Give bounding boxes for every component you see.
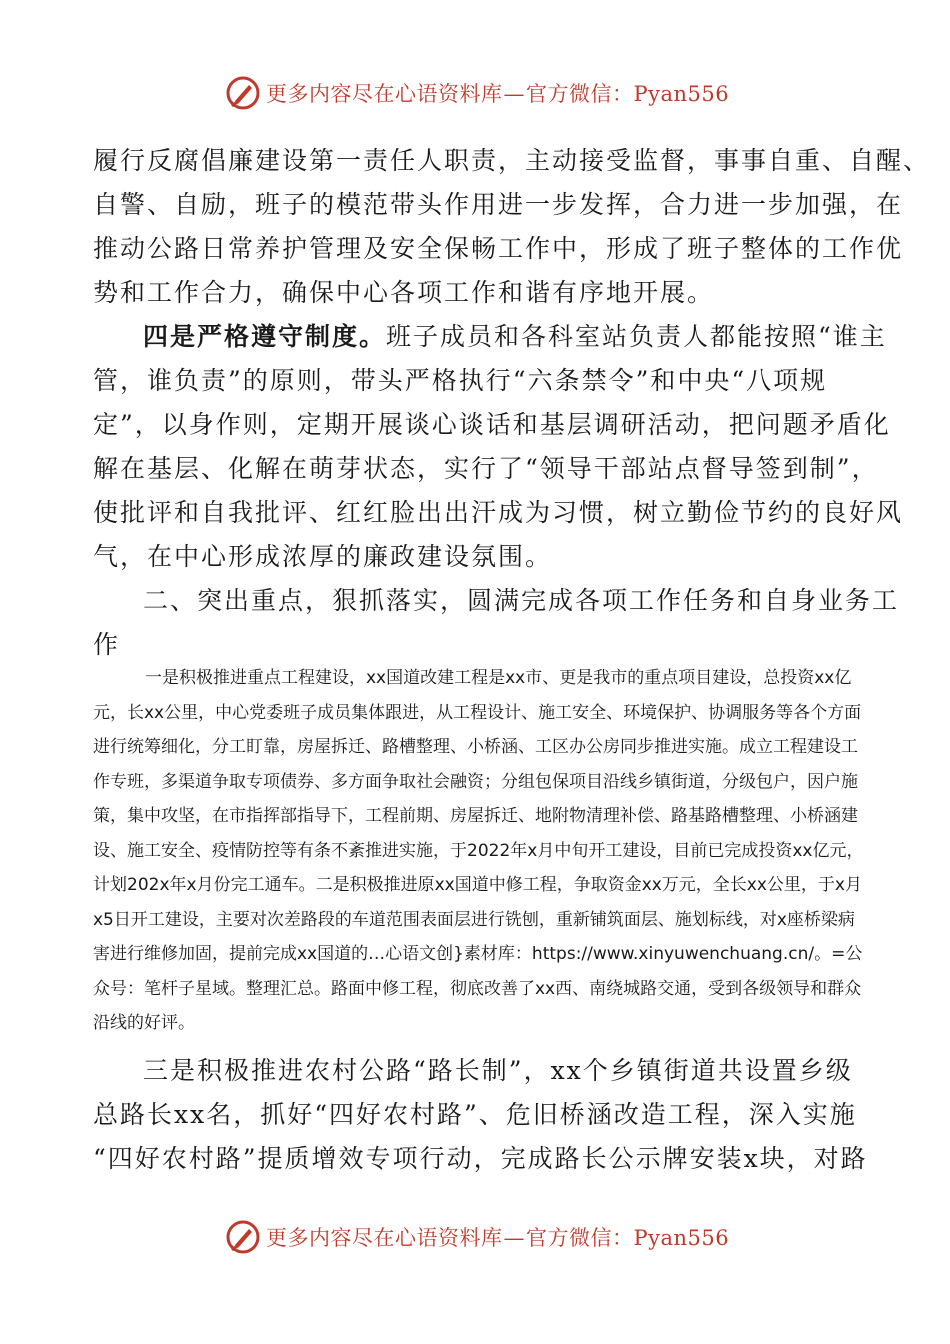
para4-line-1: 三是积极推进农村公路“路长制”，xx个乡镇街道共设置乡级 (143, 1056, 853, 1085)
para2-line-5: 使批评和自我批评、红红脸出出汗成为习惯，树立勤俭节约的良好风 (93, 498, 904, 527)
banner-title: 更多内容尽在心语资料库 (266, 82, 503, 106)
footer-banner (226, 1217, 746, 1257)
header-banner (226, 73, 746, 113)
para2-first-rest: 班子成员和各科室站负责人都能按照“谁主 (386, 322, 887, 351)
pen-logo-icon (226, 1220, 260, 1254)
para3-body: 一是积极推进重点工程建设，xx国道改建工程是xx市、更是我市的重点项目建设，总投资xx亿元，长xx公里，中心党委班子成员集体跟进，从工程设计、施工安全、环境保护、协调服务等各个方面进行统筹细化，分工盯靠，房屋拆迁、路槽整理、小桥涵、工区办公房同步推进实施。成立工程建设工作专班，多渠道争取专项债券、多方面争取社会融资；分组包保项目沿线乡镇街道，分级包户，因户施策，集中攻坚，在市指挥部指导下，工程前期、房屋拆迁、地附物清理补偿、路基路槽整理、小桥涵建设、施工安全、疫情防控等有条不紊推进实施，于2022年x月中旬开工建设，目前已完成投资xx亿元，计划202x年x月份完工通车。二是积极推进原xx国道中修工程，争取资金xx万元，全长xx公里，于x月x5日开工建设，主要对次差路段的车道范围表面层进行铣刨，重新铺筑面层、施划标线，对x座桥梁病害进行维修加固，提前完成xx国道的…心语文创}素材库：https://www.xinyuwenchuang.cn/。=公众号：笔杆子星域。整理汇总。路面中修工程，彻底改善了xx西、南绕城路交通，受到各级领导和群众沿线的好评。 (93, 668, 864, 1033)
banner-text (266, 78, 729, 108)
para1-line-2: 自警、自励，班子的模范带头作用进一步发挥，合力进一步加强，在 (93, 190, 904, 219)
para2-line-2: 管，谁负责”的原则，带头严格执行“六条禁令”和中央“八项规 (93, 366, 828, 395)
para2-heading: 四是严格遵守制度。 (143, 322, 387, 351)
para4-line-3: “四好农村路”提质增效专项行动，完成路长公示牌安装x块，对路 (93, 1144, 868, 1173)
banner-separator: — (503, 82, 525, 106)
para2-line-1 (143, 317, 887, 353)
para1-line-4: 势和工作合力，确保中心各项工作和谐有序地开展。 (93, 278, 715, 307)
banner-wechat: 官方微信：Pyan556 (526, 1226, 730, 1250)
banner-separator: — (503, 1226, 525, 1250)
para2-line-3: 定”，以身作则，定期开展谈心谈话和基层调研活动，把问题矛盾化 (93, 410, 891, 439)
para4-line-2: 总路长xx名，抓好“四好农村路”、危旧桥涵改造工程，深入实施 (93, 1100, 857, 1129)
para1-line-3: 推动公路日常养护管理及安全保畅工作中，形成了班子整体的工作优 (93, 234, 904, 263)
banner-text (266, 1222, 729, 1252)
para1-line-1: 履行反腐倡廉建设第一责任人职责，主动接受监督，事事自重、自醒、 (93, 146, 931, 175)
para2-line-6: 气，在中心形成浓厚的廉政建设氛围。 (93, 542, 553, 571)
section2-heading-line-2: 作 (93, 630, 121, 659)
pen-logo-icon (226, 76, 260, 110)
para2-line-4: 解在基层、化解在萌芽状态，实行了“领导干部站点督导签到制”， (93, 454, 879, 483)
banner-title: 更多内容尽在心语资料库 (266, 1226, 503, 1250)
section2-heading-line-1: 二、突出重点，狠抓落实，圆满完成各项工作任务和自身业务工 (143, 586, 900, 615)
banner-wechat: 官方微信：Pyan556 (526, 82, 730, 106)
